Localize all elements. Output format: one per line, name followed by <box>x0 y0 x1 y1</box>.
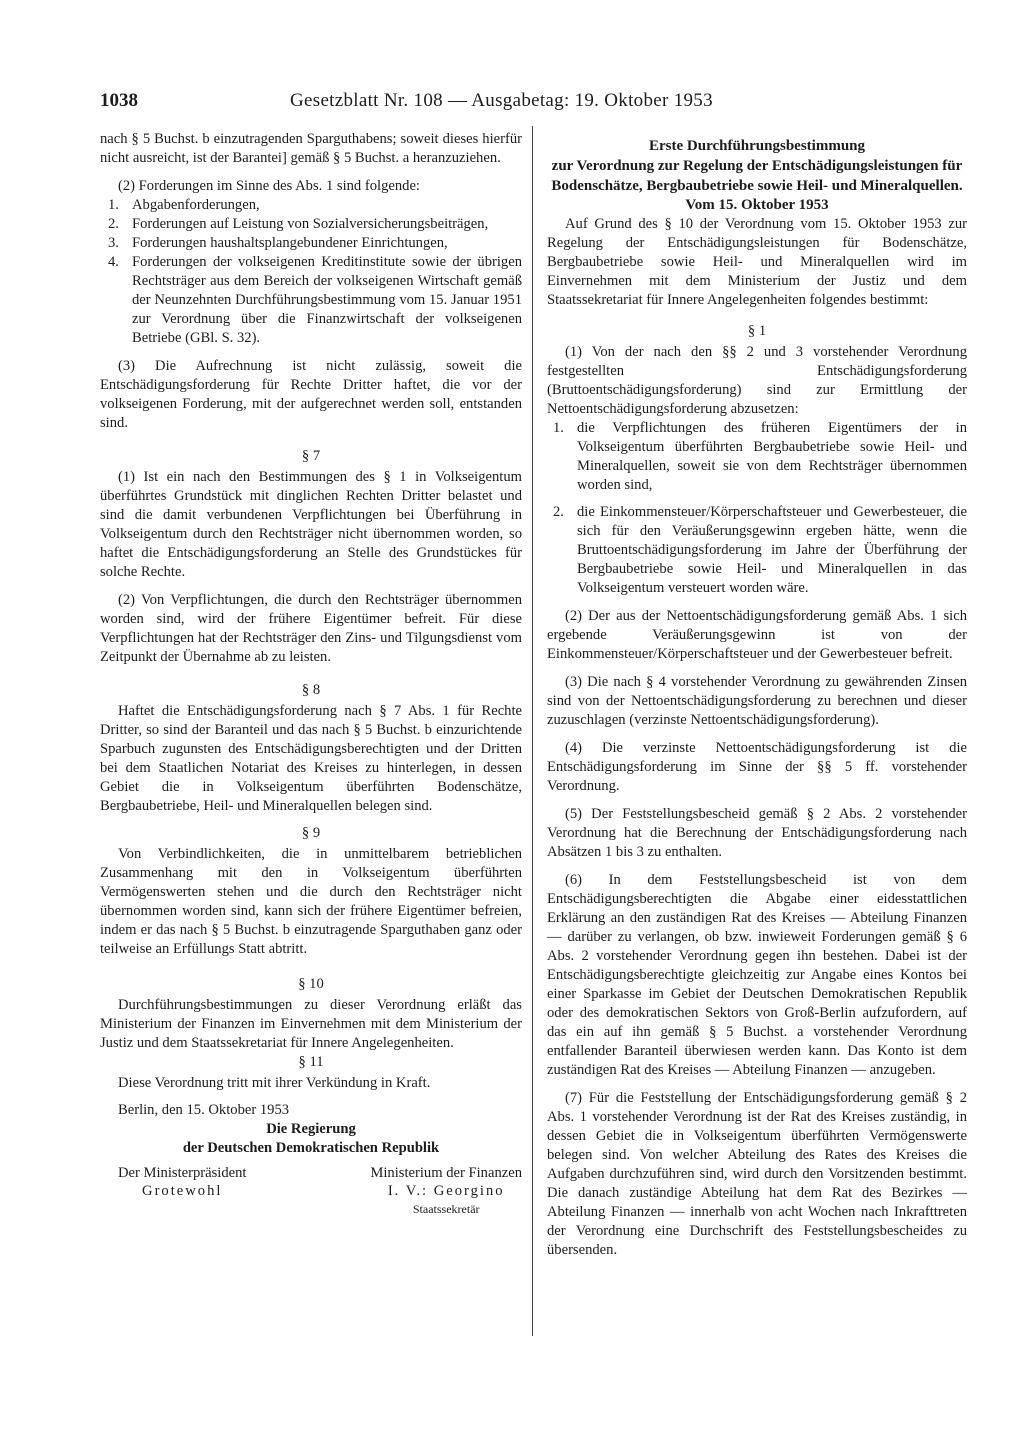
paragraph: (1) Ist ein nach den Bestimmungen des § 1 in Volkseigentum überführtes Grundstück mit dinglichen Rechten Dritter belastet und sind die damit verbundenen Verpflichtungen bei Überführung in Volkseigentum durch den Rechtsträger nicht übernommen worden, so haftet die Entschädigungsforderung an Stelle des Grundstückes für solche Rechte. <box>100 469 522 580</box>
signature-left <box>118 1164 246 1218</box>
government-line: der Deutschen Demokratischen Republik <box>182 1140 440 1156</box>
list-item <box>100 234 522 253</box>
document-title: Erste Durchführungsbestimmung <box>649 138 865 154</box>
paragraph: nach § 5 Buchst. b einzutragenden Sparguthabens; soweit dieses hierfür nicht ausreicht, ist der Barantei] gemäß § 5 Buchst. a heranzuziehen. <box>100 131 522 166</box>
column-divider <box>532 126 533 1336</box>
header-title: Gesetzblatt Nr. 108 — Ausgabetag: 19. Oktober 1953 <box>290 90 713 111</box>
paragraph: Von Verbindlichkeiten, die in unmittelbarem betrieblichen Zusammenhang mit den in Volkseigentum überführten Vermögenswerten stehen und die durch den Rechtsträger nicht übernommen worden sind, kann sich der frühere Eigentümer befreien, indem er das nach § 5 Buchst. b einzutragende Sparguthaben ganz oder teilweise an Erfüllungs Statt abtritt. <box>100 846 522 957</box>
paragraph: (5) Der Feststellungsbescheid gemäß § 2 Abs. 2 vorstehender Verordnung hat die Berechnung der Entschädigungsforderung nach Absätzen 1 bis 3 zu enthalten. <box>547 806 967 860</box>
right-column <box>547 136 967 1260</box>
document-date: Vom 15. Oktober 1953 <box>685 197 829 213</box>
list-text: Abgabenforderungen, <box>132 197 260 213</box>
section-heading: § 9 <box>301 825 321 841</box>
paragraph: (4) Die verzinste Nettoentschädigungsforderung ist die Entschädigungsforderung im Sinne der §§ 5 ff. vorstehender Verordnung. <box>547 740 967 794</box>
paragraph: (3) Die nach § 4 vorstehender Verordnung zu gewährenden Zinsen sind von der Nettoentschädigungsforderung zu berechnen und dieser zuzuschlagen (verzinste Nettoentschädigungsforderung). <box>547 674 967 728</box>
left-column <box>100 130 522 1218</box>
list-text: Forderungen auf Leistung von Sozialversicherungsbeiträgen, <box>132 216 489 232</box>
paragraph: (2) Der aus der Nettoentschädigungsforderung gemäß Abs. 1 sich ergebende Veräußerungsgewinn ist von der Einkommensteuer/Körperschaftsteuer und der Gewerbesteuer befreit. <box>547 608 967 662</box>
list-item <box>547 419 967 495</box>
paragraph: (7) Für die Feststellung der Entschädigungsforderung gemäß § 2 Abs. 1 vorstehender Verordnung ist der Rat des Kreises zuständig, in dessen Gebiet die in Volkseigentum überführten Vermögenswerte belegen sind. Von welcher Abteilung des Rates des Kreises die Aufgaben durchzuführen sind, wird durch den Vorsitzenden bestimmt. Die danach zuständige Abteilung hat dem Rat des Bezirkes — Abteilung Finanzen — innerhalb von acht Wochen nach Inkrafttreten der Verordnung eine Durchschrift des Feststellungsbescheides zu übersenden. <box>547 1090 967 1258</box>
place-date: Berlin, den 15. Oktober 1953 <box>118 1102 290 1118</box>
list-number: 2. <box>553 504 564 520</box>
page-number: 1038 <box>100 90 138 111</box>
list-item <box>100 253 522 348</box>
paragraph: Durchführungsbestimmungen zu dieser Verordnung erläßt das Ministerium der Finanzen im Einvernehmen mit dem Ministerium der Justiz und dem Staatssekretariat für Innere Angelegenheiten. <box>100 997 522 1051</box>
section-heading: § 11 <box>298 1054 324 1070</box>
paragraph: (6) In dem Feststellungsbescheid ist von dem Entschädigungsberechtigten die Abgabe einer eidesstattlichen Erklärung an den zuständigen Rat des Kreises — Abteilung Finanzen — darüber zu verlangen, ob bzw. inwieweit Forderungen gemäß § 6 Abs. 2 vorstehender Verordnung gegen ihn bestehen. Dabei ist der Entschädigungsberechtigte gleichzeitig zur Angabe eines Kontos bei einer Sparkasse im Gebiet der Deutschen Demokratischen Republik oder des demokratischen Sektors von Groß-Berlin aufzufordern, auf das ein auf ihn gemäß § 5 Buchst. a vorstehender Verordnung entfallender Baranteil überwiesen werden kann. Das Konto ist dem zuständigen Rat des Kreises — Abteilung Finanzen — anzugeben. <box>547 872 967 1078</box>
paragraph: (1) Von der nach den §§ 2 und 3 vorstehender Verordnung festgestellten Entschädigungsforderung (Bruttoentschädigungsforderung) sind zur Ermittlung der Nettoentschädigungsforderung abzusetzen: <box>547 344 967 417</box>
paragraph: Auf Grund des § 10 der Verordnung vom 15. Oktober 1953 zur Regelung der Entschädigungsleistungen für Bodenschätze, Bergbaubetriebe sowie Heil- und Mineralquellen wird im Einvernehmen mit dem Ministerium der Justiz und dem Staatssekretariat für Innere Angelegenheiten folgendes bestimmt: <box>547 216 967 308</box>
list-item <box>100 215 522 234</box>
list-number: 1. <box>553 420 564 436</box>
list-item <box>100 196 522 215</box>
section-heading: § 8 <box>301 682 321 698</box>
list-text: die Einkommensteuer/Körperschaftsteuer und Gewerbesteuer, die sich für den Veräußerungsgewinn ergeben hätte, wenn die Bruttoentschädigungsforderung im Jahre der Überführung der Bergbaubetriebe sowie Heil- und Mineralquellen in das Volkseigentum versteuert worden wäre. <box>577 504 967 596</box>
signature-row <box>100 1164 522 1218</box>
list-number: 1. <box>108 197 119 213</box>
signatory-role: Staatssekretär <box>412 1202 480 1216</box>
list-text: Forderungen haushaltsplangebundener Einrichtungen, <box>132 235 448 251</box>
signature-right <box>370 1164 522 1218</box>
section-heading: § 1 <box>747 323 767 339</box>
paragraph: (2) Forderungen im Sinne des Abs. 1 sind folgende: <box>118 178 420 194</box>
paragraph: (2) Von Verpflichtungen, die durch den Rechtsträger übernommen worden sind, wird der frühere Eigentümer befreit. Für diese Verpflichtungen hat der Rechtsträger den Zins- und Tilgungsdienst vom Zeitpunkt der Übernahme ab zu leisten. <box>100 592 522 665</box>
paragraph: (3) Die Aufrechnung ist nicht zulässig, soweit die Entschädigungsforderung für Rechte Dritter haftet, die vor der volkseigenen Forderung, mit der aufgerechnet werden soll, entstanden sind. <box>100 358 522 431</box>
paragraph: Diese Verordnung tritt mit ihrer Verkündung in Kraft. <box>118 1075 431 1091</box>
government-line: Die Regierung <box>266 1121 356 1137</box>
document-subtitle: zur Verordnung zur Regelung der Entschädigungsleistungen für Bodenschätze, Bergbaubetriebe sowie Heil- und Mineralquellen. <box>551 158 963 194</box>
list-item <box>547 503 967 598</box>
signatory-name: Grotewohl <box>142 1183 223 1199</box>
section-heading: § 7 <box>301 448 321 464</box>
section-heading: § 10 <box>298 976 324 992</box>
list-number: 4. <box>108 254 119 270</box>
signatory-title: Der Ministerpräsident <box>118 1165 247 1181</box>
page-header <box>100 90 780 120</box>
list-text: die Verpflichtungen des früheren Eigentümers der in Volkseigentum überführten Bergbaubetriebe sowie Heil- und Mineralquellen, soweit sie von dem Rechtsträger übernommen worden sind, <box>577 420 967 493</box>
paragraph: Haftet die Entschädigungsforderung nach § 7 Abs. 1 für Rechte Dritter, so sind der Baranteil und das nach § 5 Buchst. b einzurichtende Sparbuch zugunsten des Entschädigungsberechtigten und der Dritten bei dem Staatlichen Notariat des Kreises zu hinterlegen, in dessen Gebiet die in Volkseigentum überführten Bodenschätze, Bergbaubetriebe, Heil- und Mineralquellen belegen sind. <box>100 703 522 814</box>
list-number: 2. <box>108 216 119 232</box>
signatory-name: I. V.: Georgino <box>387 1183 505 1199</box>
signatory-title: Ministerium der Finanzen <box>370 1165 522 1181</box>
government-signature <box>100 1120 522 1158</box>
list-number: 3. <box>108 235 119 251</box>
list-text: Forderungen der volkseigenen Kreditinstitute sowie der übrigen Rechtsträger aus dem Bereich der volkseigenen Wirtschaft gemäß der Neunzehnten Durchführungsbestimmung vom 15. Januar 1951 zur Verordnung über die Finanzwirtschaft der volkseigenen Betriebe (GBl. S. 32). <box>132 254 522 346</box>
